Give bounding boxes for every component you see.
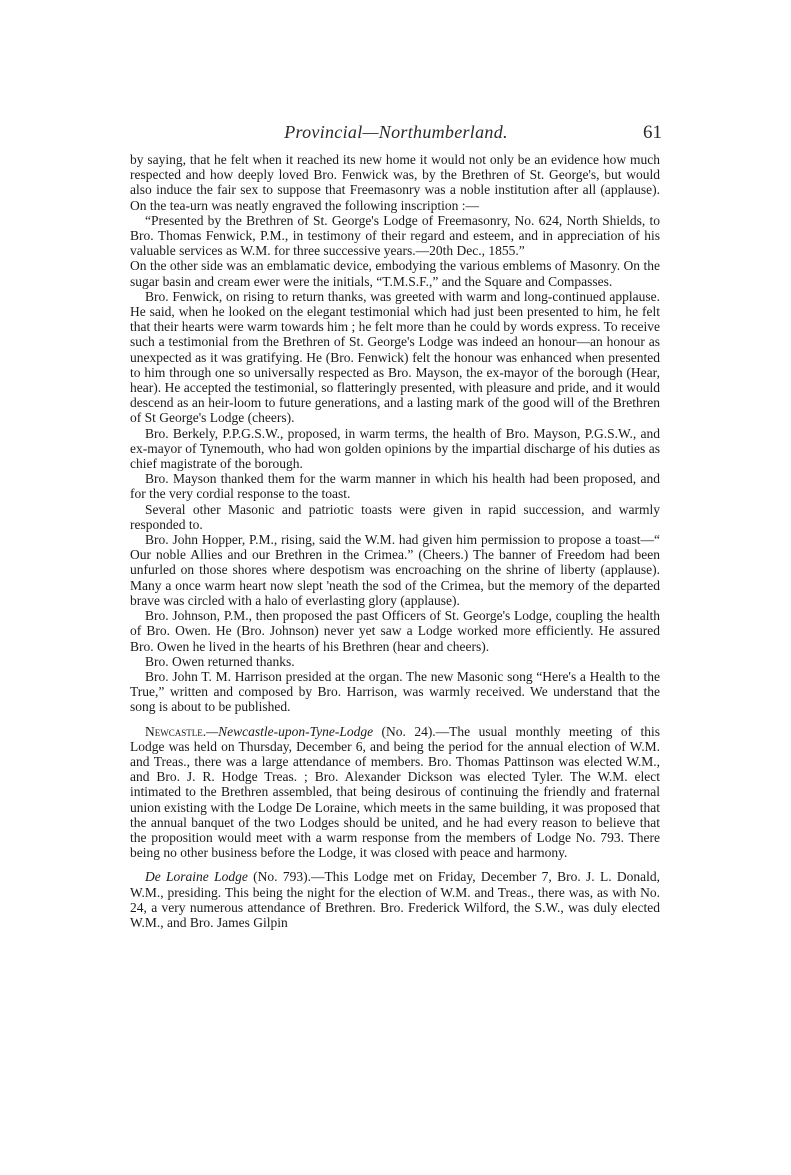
paragraph-mayson-thanks: Bro. Mayson thanked them for the warm manner in which his health had been proposed, and for the very cordial response to the toast. (130, 471, 660, 502)
paragraph-johnson-toast: Bro. Johnson, P.M., then proposed the past Officers of St. George's Lodge, coupling the health of Bro. Owen. He (Bro. Johnson) never yet saw a Lodge worked more efficiently. He assured Bro. Owen he lived in the hearts of his Brethren (hear and cheers). (130, 608, 660, 654)
deloraine-text: (No. 793).—This Lodge met on Friday, December 7, Bro. J. L. Donald, W.M., presiding. This being the night for the election of W.M. and Treas., there was, as with No. 24, a very numerous attendance of Brethren. Bro. Frederick Wilford, the S.W., was duly elected W.M., and Bro. James Gilpin (130, 869, 660, 930)
paragraph-harrison-song: Bro. John T. M. Harrison presided at the organ. The new Masonic song “Here's a Health to the True,” written and composed by Bro. Harrison, was warmly received. We understand that the song is about to be published. (130, 668, 660, 715)
newcastle-text: (No. 24).—The usual monthly meeting of this Lodge was held on Thursday, December 6, and being the period for the annual election of W.M. and Treas., there was a large attendance of members. Bro. Thomas Pattinson was elected W.M., and Bro. J. R. Hodge Treas. ; Bro. Alexander Dickson was elected Tyler. The W.M. elect intimated to the Brethren assembled, that being desirous of continuing the friendly and fraternal union existing with the Lodge De Loraine, which meets in the same building, it was proposed that the annual banquet of the two Lodges should be united, and he had every reason to believe that the proposition would meet with a warm response from the members of Lodge No. 793. There being no other business before the Lodge, it was closed with peace and harmony. (130, 723, 660, 861)
paragraph-inscription: “Presented by the Brethren of St. George's Lodge of Freemasonry, No. 624, North Shields, to Bro. Thomas Fenwick, P.M., in testimony of their regard and esteem, and in appreciation of his valuable services as W.M. for three successive years.—20th Dec., 1855.” (130, 212, 660, 259)
article-body (130, 152, 660, 930)
paragraph-other-toasts: Several other Masonic and patriotic toasts were given in rapid succession, and warmly responded to. (130, 501, 660, 532)
paragraph-de-loraine (130, 869, 660, 930)
paragraph-fenwick-thanks: Bro. Fenwick, on rising to return thanks, was greeted with warm and long-continued applause. He said, when he looked on the elegant testimonial which had just been presented to him, he felt that their hearts were warm towards him ; he felt more than he could by words express. To receive such a testimonial from the Brethren of St. George's Lodge was indeed an honour—an honour as unexpected as it was gratifying. He (Bro. Fenwick) felt the honour was enhanced when presented to him through one so universally respected as Bro. Mayson, the ex-mayor of the borough (Hear, hear). He accepted the testimonial, so flatteringly presented, with pleasure and pride, and it would descend as an heir-loom to future generations, and a lasting mark of the good will of the Brethren of St George's Lodge (cheers). (130, 288, 661, 426)
page-number: 61 (643, 122, 662, 143)
paragraph-hopper-toast: Bro. John Hopper, P.M., rising, said the W.M. had given him permission to propose a toast—“ Our noble Allies and our Brethren in the Crimea.” (Cheers.) The banner of Freedom had been unfurled on those shores where despotism was encroaching on the shrine of liberty (applause). Many a once warm heart now slept 'neath the sod of the Crimea, but the memory of the departed brave was circled with a halo of everlasting glory (applause). (130, 532, 660, 608)
paragraph-emblems: On the other side was an emblamatic device, embodying the various emblems of Masonry. On the sugar basin and cream ewer were the initials, “T.M.S.F.,” and the Square and Compasses. (130, 258, 660, 289)
running-head (130, 122, 662, 146)
deloraine-lodge-name: De Loraine Lodge (145, 869, 248, 885)
running-title: Provincial—Northumberland. (284, 122, 508, 142)
paragraph-newcastle (130, 724, 660, 861)
paragraph-opening: by saying, that he felt when it reached its new home it would not only be an evidence how much respected and how deeply loved Bro. Fenwick was, by the Brethren of St. George's, but would also induce the fair sex to suppose that Freemasonry was a noble institution after all (applause). On the tea-urn was neatly engraved the following inscription :— (130, 152, 660, 213)
paragraph-berkely-toast: Bro. Berkely, P.P.G.S.W., proposed, in warm terms, the health of Bro. Mayson, P.G.S.W., and ex-mayor of Tynemouth, who had won golden opinions by the impartial discharge of his duties as chief magistrate of the borough. (130, 425, 660, 472)
newcastle-lodge-name: —Newcastle-upon-Tyne-Lodge (206, 723, 374, 739)
paragraph-owen-thanks: Bro. Owen returned thanks. (145, 653, 295, 669)
newcastle-place: Newcastle. (145, 723, 207, 739)
